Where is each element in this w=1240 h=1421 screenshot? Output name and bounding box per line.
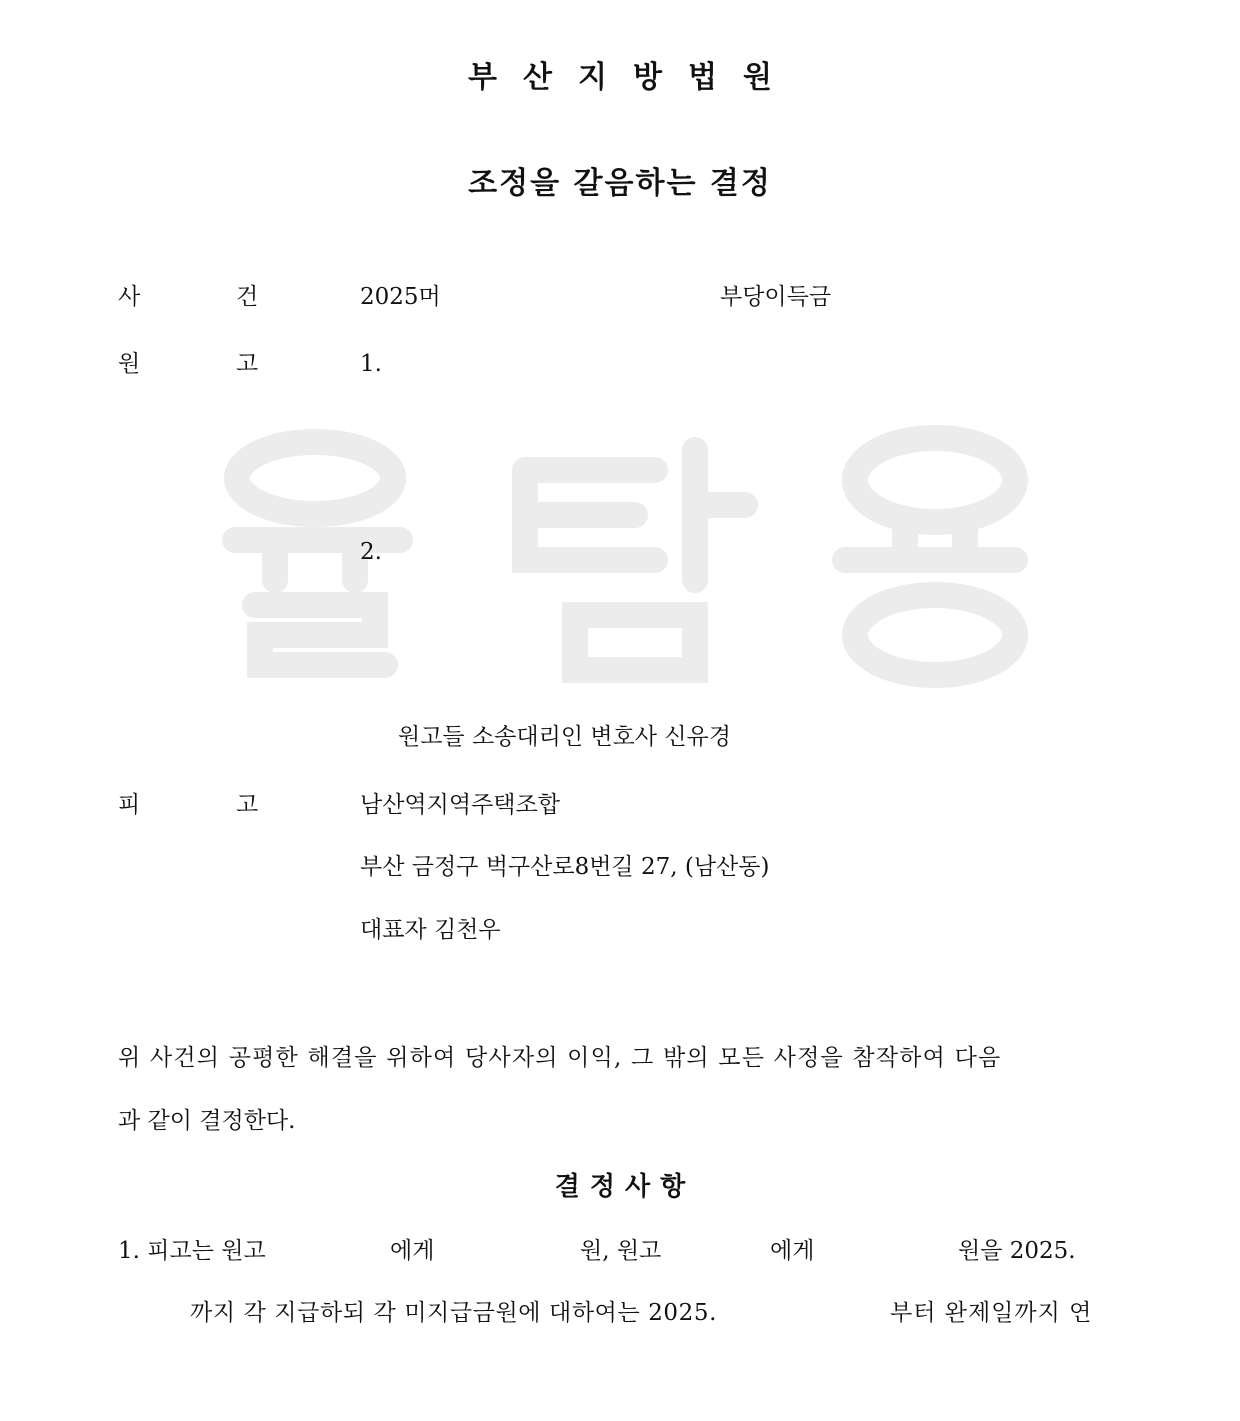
- decision-item1-part3: 원, 원고: [580, 1238, 662, 1264]
- defendant-address: 부산 금정구 벅구산로8번길 27, (남산동): [360, 854, 770, 880]
- case-number: 2025머: [360, 284, 441, 310]
- body-line-1: 위 사건의 공평한 해결을 위하여 당사자의 이익, 그 밖의 모든 사정을 참작하여 다음: [118, 1045, 1002, 1071]
- court-name: 부산지방법원: [468, 60, 798, 95]
- decision-title: 결정사항: [554, 1172, 696, 1202]
- defendant-label-2: 고: [236, 792, 259, 818]
- plaintiff-label-1: 원: [118, 351, 141, 377]
- decision-item1-part6: 까지 각 지급하되 각 미지급금원에 대하여는 2025.: [190, 1300, 718, 1326]
- decision-item1-part7: 부터 완제일까지 연: [890, 1300, 1093, 1326]
- document-title: 조정을 갈음하는 결정: [468, 166, 772, 201]
- plaintiff-label-2: 고: [236, 351, 259, 377]
- defendant-label-1: 피: [118, 792, 141, 818]
- case-label-2: 건: [236, 284, 259, 310]
- decision-item1-part4: 에게: [770, 1238, 815, 1264]
- body-line-2: 과 같이 결정한다.: [118, 1108, 296, 1134]
- defendant-representative: 대표자 김천우: [360, 917, 501, 943]
- decision-item1-part2: 에게: [390, 1238, 435, 1264]
- plaintiff-attorney: 원고들 소송대리인 변호사 신유경: [398, 724, 731, 750]
- decision-item1-part1: 1. 피고는 원고: [118, 1238, 266, 1264]
- plaintiff-item-1: 1.: [360, 351, 382, 377]
- case-label-1: 사: [118, 284, 141, 310]
- watermark: [215, 420, 1035, 700]
- case-name: 부당이득금: [720, 284, 832, 310]
- decision-item1-part5: 원을 2025.: [958, 1238, 1076, 1264]
- plaintiff-item-2: 2.: [360, 539, 382, 565]
- defendant-name: 남산역지역주택조합: [360, 792, 560, 818]
